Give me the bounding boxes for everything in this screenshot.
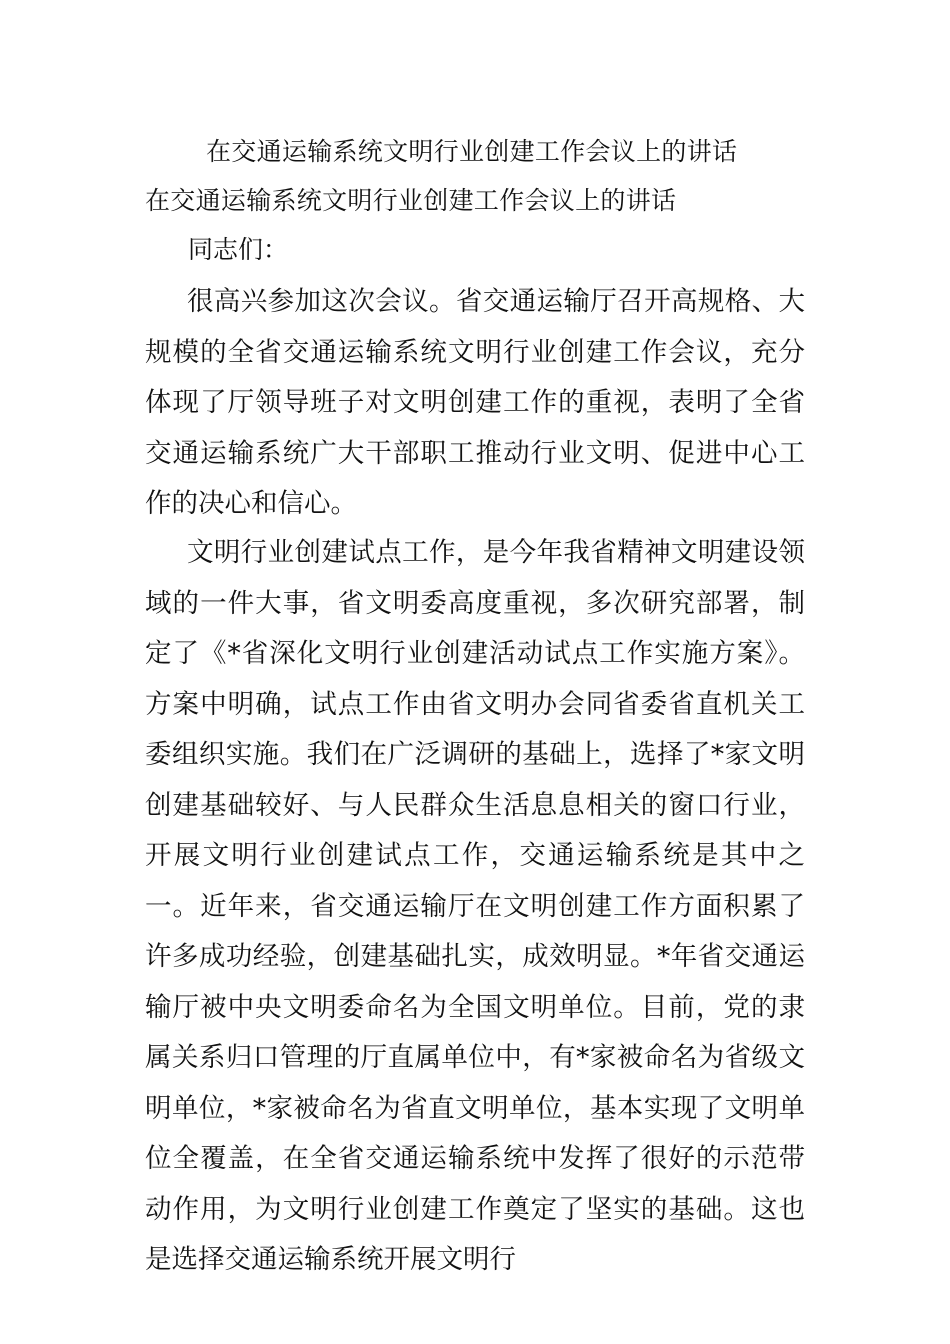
document-title: 在交通运输系统文明行业创建工作会议上的讲话 bbox=[206, 137, 738, 166]
salutation: 同志们： bbox=[188, 235, 289, 264]
body-paragraph-2: 文明行业创建试点工作，是今年我省精神文明建设领域的一件大事，省文明委高度重视，多次研究部署，制定了《*省深化文明行业创建活动试点工作实施方案》。方案中明确，试点工作由省文明办会同省委省直机关工委组织实施。我们在广泛调研的基础上，选择了*家文明创建基础较好、与人民群众生活息息相关的窗口行业，开展文明行业创建试点工作，交通运输系统是其中之一。近年来，省交通运输厅在文明创建工作方面积累了许多成功经验，创建基础扎实，成效明显。*年省交通运输厅被中央文明委命名为全国文明单位。目前，党的隶属关系归口管理的厅直属单位中，有*家被命名为省级文明单位，*家被命名为省直文明单位，基本实现了文明单位全覆盖，在全省交通运输系统中发挥了很好的示范带动作用，为文明行业创建工作奠定了坚实的基础。这也是选择交通运输系统开展文明行 bbox=[145, 537, 805, 1275]
body-paragraph-1: 很高兴参加这次会议。省交通运输厅召开高规格、大规模的全省交通运输系统文明行业创建工作会议，充分体现了厅领导班子对文明创建工作的重视，表明了全省交通运输系统广大干部职工推动行业文明、促进中心工作的决心和信心。 bbox=[145, 286, 805, 519]
document-subtitle: 在交通运输系统文明行业创建工作会议上的讲话 bbox=[145, 186, 677, 215]
